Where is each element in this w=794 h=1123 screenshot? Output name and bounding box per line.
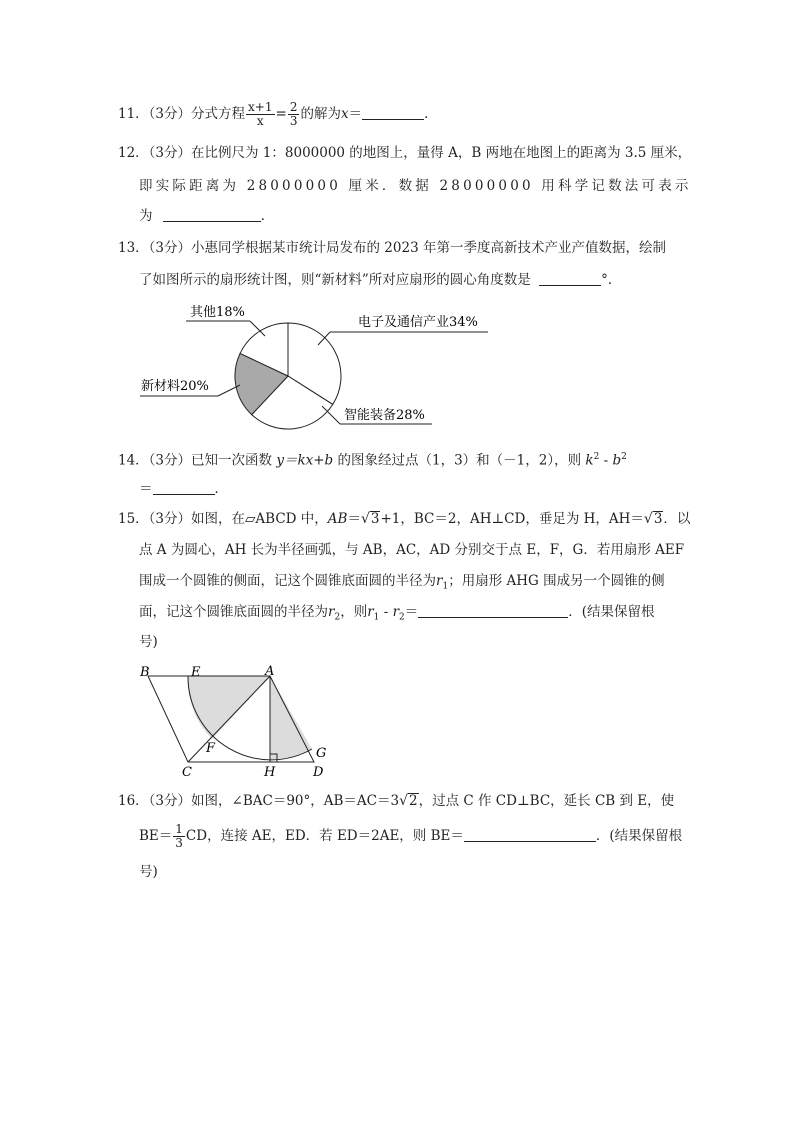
q11-fraction-2: $\frac{2}{3}$ (289, 100, 298, 128)
q11-fraction-1: $\frac{x+1}{x}$ (248, 100, 273, 128)
label-other: 其他18% (190, 305, 245, 320)
q15-line5: 号) (139, 634, 158, 650)
point-H: H (264, 765, 276, 780)
label-electronics: 电子及通信产业34% (358, 315, 478, 330)
q16-line1: 16．（3分）如图，∠BAC＝90°，AB＝AC＝3√2，过点 C 作 CD⊥BC，延长 CB 到 E，使 (118, 793, 675, 809)
q13-line2: 了如图所示的扇形统计图，则“新材料”所对应扇形的圆心角度数是 °． (139, 272, 622, 288)
point-A: A (265, 664, 275, 679)
q11-prefix: 11．（3分）分式方程 (118, 106, 246, 122)
q15-sqrt3b: 3 (653, 511, 663, 527)
q15-line1: 15．（3分）如图，在▱ABCD 中，AB＝√3+1，BC＝2，AH⊥CD，垂足为 H，AH＝√3．以 (118, 511, 691, 527)
q12-line1: 12．（3分）在比例尺为 1：8000000 的地图上，量得 A，B 两地在地图上的距离为 3.5 厘米， (118, 145, 692, 161)
q14-line2: ＝ ． (139, 481, 228, 497)
point-B: B (140, 665, 150, 680)
q11-answer-blank[interactable] (362, 105, 424, 120)
q14-line1: 14．（3分）已知一次函数 y＝kx+b 的图象经过点（1，3）和（－1，2），则 $k^2 - b^2$ (118, 452, 627, 469)
q13-line1: 13．（3分）小惠同学根据某市统计局发布的 2023 年第一季度高新技术产业产值数据，绘制 (118, 240, 666, 256)
q16-sqrt2: 2 (409, 793, 418, 809)
figure-15-parallelogram (130, 660, 340, 780)
q12-answer-blank[interactable] (163, 207, 261, 222)
q16-fraction: $\frac{1}{3}$ (175, 822, 183, 850)
q15-sqrt3: 3 (370, 511, 380, 527)
leader-equipment-tick (322, 406, 340, 424)
q15-line3: 围成一个圆锥的侧面，记这个圆锥底面圆的半径为$r_1$；用扇形 AHG 围成另一个圆锥的侧 (139, 573, 665, 592)
q15-line4: 面，记这个圆锥底面圆的半径为$r_2$，则$r_1 - r_2=$ ．(结果保留根 (139, 604, 655, 623)
point-D: D (313, 765, 324, 780)
point-G: G (316, 746, 327, 761)
q13-answer-blank[interactable] (539, 271, 601, 286)
point-F: F (206, 741, 216, 756)
q15-line2: 点 A 为圆心，AH 长为半径画弧，与 AB，AC，AD 分别交于点 E，F，G．若用扇形 AEF (139, 542, 685, 558)
q15-answer-blank[interactable] (418, 603, 568, 618)
label-newmaterial: 新材料20% (141, 379, 209, 394)
point-C: C (182, 765, 192, 780)
sector-AEF (188, 676, 270, 739)
q12-line3: 为 ． (139, 208, 275, 224)
q12-line2: 即实际距离为 28000000 厘米．数据 28000000 用科学记数法可表示 (139, 178, 692, 194)
q16-answer-blank[interactable] (464, 827, 596, 842)
point-E: E (191, 665, 201, 680)
q14-answer-blank[interactable] (153, 480, 215, 495)
q16-line2: BE＝ $\frac{1}{3}$ CD，连接 AE，ED．若 ED＝2AE，则 BE＝ ．(结果保留根 (139, 822, 683, 850)
label-equipment: 智能装备28% (344, 408, 425, 423)
pie-chart (130, 296, 500, 430)
q16-line3: 号) (139, 864, 158, 880)
question-11: 11．（3分）分式方程 $\frac{x+1}{x}$ = $\frac{2}{3}$ 的解为x＝ ． (118, 100, 438, 128)
